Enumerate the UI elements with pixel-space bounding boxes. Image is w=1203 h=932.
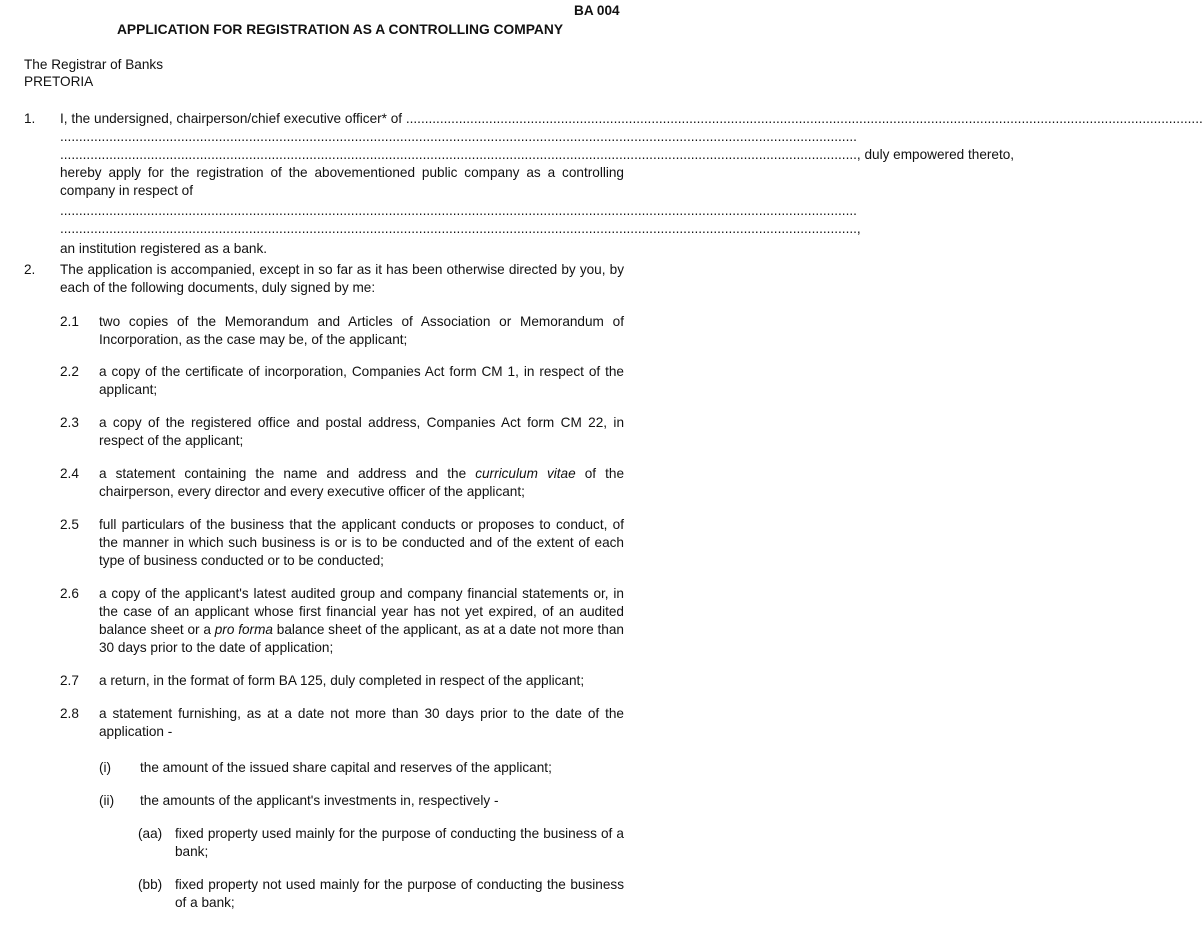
list-item (60, 516, 624, 570)
addressee-city: PRETORIA (24, 74, 94, 89)
applicant-line-3 (60, 146, 1015, 164)
document-title: APPLICATION FOR REGISTRATION AS A CONTROLLING COMPANY (116, 22, 564, 37)
sub-list-item (99, 759, 624, 777)
item-number: (bb) (138, 877, 163, 892)
emphasis: curriculum vitae (475, 466, 576, 481)
sub-sub-list-item (138, 876, 624, 912)
item-text: a statement containing the name and address and the curriculum vitae of the chairperson, every director and every executive officer of the applicant; (99, 466, 625, 499)
item-number: (i) (99, 760, 112, 775)
item-number: (ii) (99, 793, 115, 808)
application-text: hereby apply for the registration of the abovementioned public company as a controlling company in respect of (60, 165, 624, 198)
bank-line-2 (60, 220, 861, 238)
item-text: two copies of the Memorandum and Articles of Association or Memorandum of Incorporation, as the case may be, of the applicant; (99, 314, 624, 347)
item-number: 2.8 (60, 706, 79, 721)
paragraph-number: 2. (24, 262, 36, 277)
list-item (60, 465, 624, 501)
addressee-line: The Registrar of Banks (24, 57, 164, 72)
item-text: a copy of the applicant's latest audited group and company financial statements or, in the case of an applicant whose first financial year has not yet expired, of an audited balance sheet or a pro forma balance sheet of the applicant, as at a date not more than 30 days prior to the date of application; (99, 586, 624, 655)
paragraph-1 (60, 110, 1203, 258)
applicant-name-blank[interactable]: ................................................................................................................................................................................................................... (405, 111, 1203, 126)
item-text: full particulars of the business that the applicant conducts or proposes to conduct, of the manner in which such business is or is to be conducted and of the extent of each type of business conducted or to be conducted; (99, 517, 624, 568)
item-number: 2.4 (60, 466, 79, 481)
item-number: 2.1 (60, 314, 79, 329)
item-text: a return, in the format of form BA 125, duly completed in respect of the applicant; (99, 673, 585, 688)
addressee-block (24, 56, 163, 90)
item-text: fixed property not used mainly for the purpose of conducting the business of a bank; (175, 877, 624, 910)
sub-list-item (99, 792, 624, 810)
list-item (60, 414, 624, 450)
bank-name-blank-1[interactable]: ................................................................................................................................................................................................................... (60, 203, 857, 218)
list-item (60, 313, 624, 349)
item-text: the amounts of the applicant's investments in, respectively - (140, 793, 499, 808)
item-text: a statement furnishing, as at a date not more than 30 days prior to the date of the application - (99, 706, 624, 739)
list-item (60, 363, 624, 399)
bank-name-blank-2[interactable]: ................................................................................................................................................................................................................... (60, 221, 857, 236)
item-number: 2.5 (60, 517, 79, 532)
list-item (60, 585, 624, 657)
empowered-text: , duly empowered thereto, (856, 147, 1015, 162)
bank-text: an institution registered as a bank. (60, 241, 268, 256)
form-number: BA 004 (574, 3, 620, 18)
list-item (60, 672, 624, 690)
item-text: a copy of the registered office and postal address, Companies Act form CM 22, in respect of the applicant; (99, 415, 624, 448)
list-item (60, 705, 624, 741)
paragraph-number: 1. (24, 111, 36, 126)
comma: , (856, 221, 861, 236)
sub-sub-list-item (138, 825, 624, 861)
item-text: the amount of the issued share capital and reserves of the applicant; (140, 760, 552, 775)
item-number: 2.2 (60, 364, 79, 379)
item-number: 2.7 (60, 673, 79, 688)
applicant-line-1 (60, 110, 1203, 128)
intro-text: I, the undersigned, chairperson/chief executive officer* of (60, 111, 406, 126)
item-number: 2.6 (60, 586, 79, 601)
item-number: 2.3 (60, 415, 79, 430)
item-text: a copy of the certificate of incorporation, Companies Act form CM 1, in respect of the applicant; (99, 364, 624, 397)
applicant-name-blank-2[interactable]: ................................................................................................................................................................................................................... (60, 129, 857, 144)
applicant-name-blank-3[interactable]: ................................................................................................................................................................................................................... (60, 147, 857, 162)
emphasis: pro forma (214, 622, 273, 637)
item-text: fixed property used mainly for the purpose of conducting the business of a bank; (175, 826, 624, 859)
item-number: (aa) (138, 826, 163, 841)
paragraph-2-intro: The application is accompanied, except in so far as it has been otherwise directed by you, by each of the following documents, duly signed by me: (60, 262, 624, 295)
